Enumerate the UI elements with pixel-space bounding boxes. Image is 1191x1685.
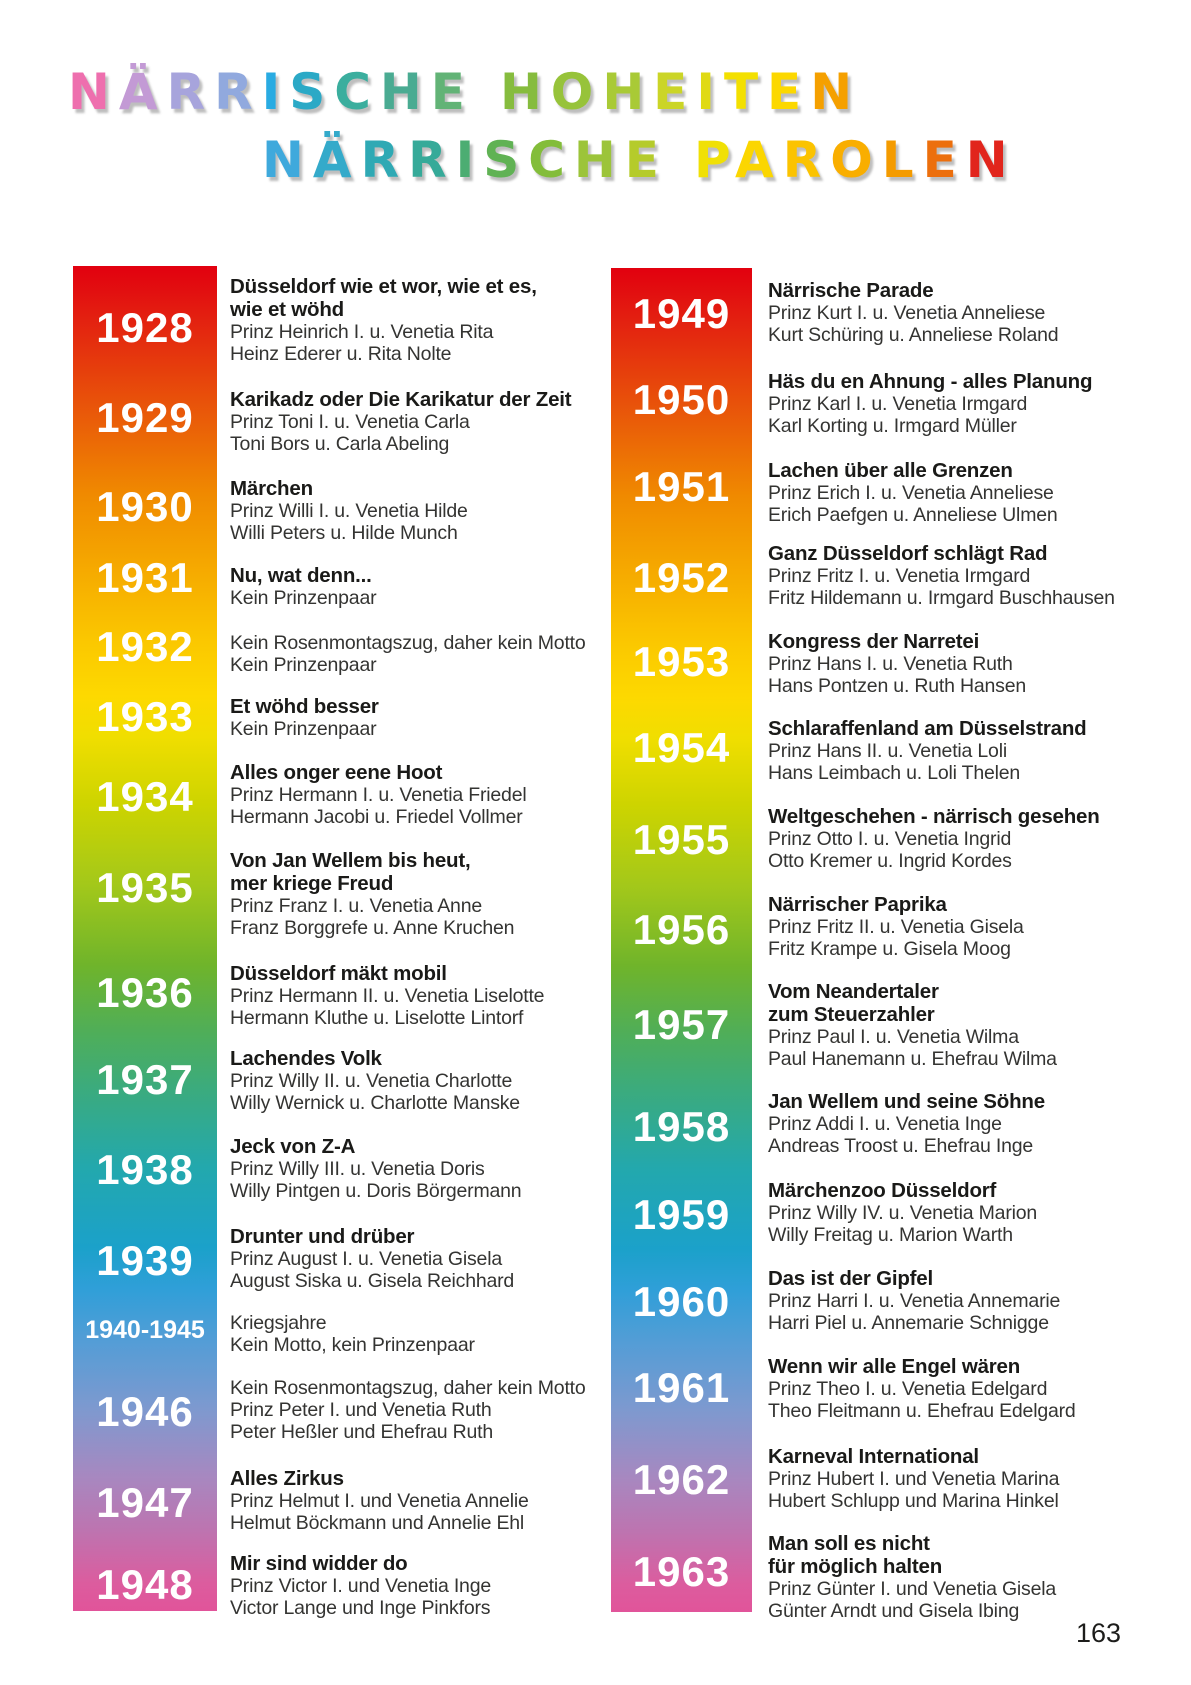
title-letter: Ä (118, 63, 167, 121)
year-label: 1933 (96, 693, 194, 740)
entry-text (768, 1355, 1076, 1422)
year-label: 1948 (96, 1561, 194, 1608)
entry-motto: Düsseldorf mäkt mobil (230, 962, 447, 985)
title-letter: L (881, 131, 923, 189)
entry-names: Theo Fleitmann u. Ehefrau Edelgard (768, 1400, 1076, 1422)
title-letter: S (483, 131, 529, 189)
year-label: 1952 (632, 554, 731, 601)
title-letter: E (922, 131, 966, 189)
entry-names: August Siska u. Gisela Reichhard (230, 1270, 515, 1292)
entry-motto: Jeck von Z-A (230, 1135, 356, 1158)
year-label: 1962 (632, 1456, 731, 1503)
title-space (668, 130, 694, 190)
title-letter: R (214, 63, 262, 121)
entry-motto: Wenn wir alle Engel wären (768, 1355, 1021, 1378)
entry-names: Kriegsjahre (230, 1312, 327, 1334)
entry-names: Prinz Peter I. und Venetia Ruth (230, 1399, 492, 1421)
timeline-column-2 (611, 268, 1131, 1622)
entry-names: Toni Bors u. Carla Abeling (230, 433, 450, 455)
entry-text (768, 717, 1087, 784)
entry-text (230, 275, 537, 365)
entry-names: Prinz Hans I. u. Venetia Ruth (768, 653, 1013, 675)
entry-names: Prinz Willy IV. u. Venetia Marion (768, 1202, 1038, 1224)
entry-text (768, 1267, 1060, 1334)
entry-names: Prinz Toni I. u. Venetia Carla (230, 411, 470, 433)
timeline-column-1 (73, 266, 586, 1619)
entry-names: Prinz Kurt I. u. Venetia Anneliese (768, 302, 1046, 324)
entry-motto: Närrische Parade (768, 279, 934, 302)
year-label: 1949 (632, 290, 731, 337)
entry-text (230, 477, 468, 544)
entry-names: Prinz Willy III. u. Venetia Doris (230, 1158, 485, 1180)
entry-names: Prinz Hermann II. u. Venetia Liselotte (230, 985, 545, 1007)
entry-motto: Düsseldorf wie et wor, wie et es, (230, 275, 537, 298)
entry-text (768, 459, 1058, 526)
title-letter: O (550, 63, 603, 121)
title-letter: H (499, 63, 551, 121)
entry-motto: Närrischer Paprika (768, 893, 947, 916)
entry-names: Prinz Paul I. u. Venetia Wilma (768, 1026, 1019, 1048)
entry-names: Prinz Fritz II. u. Venetia Gisela (768, 916, 1024, 938)
entry-names: Victor Lange und Inge Pinkfors (230, 1597, 491, 1619)
entry-text (230, 564, 376, 609)
year-label: 1947 (96, 1479, 194, 1526)
page-title-line1 (68, 62, 861, 122)
year-label: 1954 (632, 724, 731, 771)
title-letter: N (965, 131, 1017, 189)
entry-names: Willy Freitag u. Marion Warth (768, 1224, 1013, 1246)
title-letter: N (262, 131, 313, 189)
entry-names: Prinz August I. u. Venetia Gisela (230, 1248, 502, 1270)
entry-motto: Häs du en Ahnung - alles Planung (768, 370, 1093, 393)
entry-names: Kein Prinzenpaar (230, 654, 377, 676)
page-number: 163 (1076, 1618, 1122, 1648)
entry-names: Prinz Hermann I. u. Venetia Friedel (230, 784, 527, 806)
entry-names: Prinz Franz I. u. Venetia Anne (230, 895, 482, 917)
entry-names: Kein Rosenmontagszug, daher kein Motto (230, 632, 586, 654)
entry-names: Prinz Willi I. u. Venetia Hilde (230, 500, 468, 522)
title-letter: E (430, 63, 474, 121)
entry-text (768, 370, 1092, 437)
entry-names: Prinz Hans II. u. Venetia Loli (768, 740, 1007, 762)
title-letter: S (289, 63, 335, 121)
title-letter: T (723, 63, 768, 121)
year-label: 1957 (632, 1001, 731, 1048)
entry-motto: für möglich halten (768, 1555, 943, 1578)
entry-names: Karl Korting u. Irmgard Müller (768, 415, 1017, 437)
entry-names: Willi Peters u. Hilde Munch (230, 522, 458, 544)
title-letter: O (830, 131, 882, 189)
title-letter: Ä (312, 131, 361, 189)
entry-text (230, 1225, 514, 1292)
entry-names: Prinz Addi I. u. Venetia Inge (768, 1113, 1002, 1135)
year-label: 1955 (632, 816, 731, 863)
year-label: 1940-1945 (85, 1316, 205, 1344)
entry-names: Kein Motto, kein Prinzenpaar (230, 1334, 475, 1356)
year-label: 1929 (96, 394, 194, 441)
title-letter: R (166, 63, 215, 121)
entry-names: Prinz Theo I. u. Venetia Edelgard (768, 1378, 1048, 1400)
entry-text (768, 1532, 1056, 1622)
year-label: 1951 (632, 463, 731, 510)
entry-motto: Schlaraffenland am Düsselstrand (768, 717, 1087, 740)
entry-motto: Ganz Düsseldorf schlägt Rad (768, 542, 1048, 565)
entry-names: Peter Heßler und Ehefrau Ruth (230, 1421, 494, 1443)
year-label: 1935 (96, 864, 194, 911)
title-letter: E (653, 63, 697, 121)
year-label: 1958 (632, 1103, 731, 1150)
entry-motto: Von Jan Wellem bis heut, (230, 849, 471, 872)
entry-text (768, 805, 1100, 872)
entry-text (230, 388, 571, 455)
entry-names: Hans Leimbach u. Loli Thelen (768, 762, 1021, 784)
entry-motto: wie et wöhd (230, 298, 344, 321)
entry-names: Hermann Jacobi u. Friedel Vollmer (230, 806, 523, 828)
entry-text (768, 893, 1024, 960)
entry-names: Kein Prinzenpaar (230, 587, 377, 609)
entry-motto: Alles Zirkus (230, 1467, 344, 1490)
title-letter: N (68, 63, 119, 121)
entry-motto: Lachendes Volk (230, 1047, 382, 1070)
entry-names: Willy Wernick u. Charlotte Manske (230, 1092, 520, 1114)
entry-text (768, 279, 1058, 346)
year-label: 1961 (632, 1364, 731, 1411)
entry-names: Kein Rosenmontagszug, daher kein Motto (230, 1377, 586, 1399)
title-letter: E (767, 63, 811, 121)
title-letter: H (573, 131, 625, 189)
year-label: 1950 (632, 376, 731, 423)
entry-names: Hermann Kluthe u. Liselotte Lintorf (230, 1007, 524, 1029)
title-letter: R (360, 131, 409, 189)
entry-motto: Mir sind widder do (230, 1552, 408, 1575)
entry-motto: mer kriege Freud (230, 872, 394, 895)
year-label: 1934 (96, 773, 194, 820)
title-letter: H (602, 63, 654, 121)
entry-text (768, 542, 1115, 609)
title-letter: I (696, 63, 724, 121)
year-label: 1963 (632, 1548, 731, 1595)
entry-text (768, 980, 1057, 1070)
title-letter: E (624, 131, 668, 189)
year-label: 1939 (96, 1237, 194, 1284)
entry-text (230, 1552, 491, 1619)
year-label: 1931 (96, 554, 194, 601)
entry-names: Helmut Böckmann und Annelie Ehl (230, 1512, 525, 1534)
entry-names: Prinz Victor I. und Venetia Inge (230, 1575, 491, 1597)
entry-motto: Karikadz oder Die Karikatur der Zeit (230, 388, 572, 411)
entry-names: Fritz Krampe u. Gisela Moog (768, 938, 1011, 960)
entry-names: Paul Hanemann u. Ehefrau Wilma (768, 1048, 1057, 1070)
entry-names: Prinz Fritz I. u. Venetia Irmgard (768, 565, 1031, 587)
entry-names: Prinz Helmut I. und Venetia Annelie (230, 1490, 529, 1512)
entry-names: Willy Pintgen u. Doris Börgermann (230, 1180, 522, 1202)
entry-text (230, 1377, 586, 1443)
entry-names: Kurt Schüring u. Anneliese Roland (768, 324, 1059, 346)
entry-motto: Drunter und drüber (230, 1225, 415, 1248)
entry-motto: Märchenzoo Düsseldorf (768, 1179, 997, 1202)
year-label: 1930 (96, 483, 194, 530)
entry-motto: Märchen (230, 477, 313, 500)
year-label: 1928 (96, 304, 194, 351)
entry-text (768, 1090, 1045, 1157)
entry-names: Otto Kremer u. Ingrid Kordes (768, 850, 1012, 872)
entry-motto: Weltgeschehen - närrisch gesehen (768, 805, 1100, 828)
entry-text (768, 1179, 1037, 1246)
entry-names: Günter Arndt und Gisela Ibing (768, 1600, 1020, 1622)
entry-motto: Jan Wellem und seine Söhne (768, 1090, 1045, 1113)
year-label: 1953 (632, 638, 731, 685)
entry-names: Kein Prinzenpaar (230, 718, 377, 740)
year-label: 1937 (96, 1056, 194, 1103)
year-label: 1936 (96, 969, 194, 1016)
entry-names: Prinz Heinrich I. u. Venetia Rita (230, 321, 494, 343)
page-title-line2 (262, 130, 1017, 190)
entry-motto: Man soll es nicht (768, 1532, 930, 1555)
title-space (474, 62, 500, 122)
entry-text (230, 962, 544, 1029)
entry-names: Andreas Troost u. Ehefrau Inge (768, 1135, 1034, 1157)
entry-names: Erich Paefgen u. Anneliese Ulmen (768, 504, 1058, 526)
title-letter: C (528, 131, 574, 189)
title-letter: N (810, 63, 862, 121)
entry-text (768, 630, 1026, 697)
entry-text (230, 695, 379, 740)
entry-names: Prinz Karl I. u. Venetia Irmgard (768, 393, 1028, 415)
entry-text (230, 1047, 520, 1114)
entry-names: Hans Pontzen u. Ruth Hansen (768, 675, 1027, 697)
year-label: 1959 (632, 1191, 731, 1238)
title-letter: P (693, 131, 735, 189)
entry-text (230, 1467, 529, 1534)
entry-motto: Karneval International (768, 1445, 979, 1468)
entry-names: Prinz Erich I. u. Venetia Anneliese (768, 482, 1054, 504)
entry-names: Harri Piel u. Annemarie Schnigge (768, 1312, 1049, 1334)
entry-text (230, 1312, 475, 1356)
entry-motto: zum Steuerzahler (768, 1003, 935, 1026)
entry-motto: Alles onger eene Hoot (230, 761, 443, 784)
entry-motto: Lachen über alle Grenzen (768, 459, 1013, 482)
entry-text (230, 632, 586, 676)
title-letter: A (735, 131, 783, 189)
entry-names: Prinz Willy II. u. Venetia Charlotte (230, 1070, 513, 1092)
year-label: 1960 (632, 1278, 731, 1325)
entry-motto: Et wöhd besser (230, 695, 379, 718)
entry-names: Prinz Harri I. u. Venetia Annemarie (768, 1290, 1061, 1312)
title-letter: R (408, 131, 456, 189)
title-letter: I (455, 131, 484, 189)
year-label: 1956 (632, 906, 731, 953)
entry-text (230, 1135, 521, 1202)
entry-names: Heinz Ederer u. Rita Nolte (230, 343, 452, 365)
entry-motto: Nu, wat denn... (230, 564, 372, 587)
year-label: 1938 (96, 1146, 194, 1193)
entry-names: Prinz Günter I. und Venetia Gisela (768, 1578, 1057, 1600)
entry-names: Hubert Schlupp und Marina Hinkel (768, 1490, 1059, 1512)
entry-names: Franz Borggrefe u. Anne Kruchen (230, 917, 515, 939)
year-label: 1932 (96, 623, 194, 670)
entry-names: Fritz Hildemann u. Irmgard Buschhausen (768, 587, 1115, 609)
title-letter: I (261, 63, 290, 121)
title-letter: H (379, 63, 431, 121)
entry-motto: Kongress der Narretei (768, 630, 980, 653)
entry-names: Prinz Hubert I. und Venetia Marina (768, 1468, 1060, 1490)
entry-text (768, 1445, 1059, 1512)
entry-motto: Das ist der Gipfel (768, 1267, 934, 1290)
entry-text (230, 761, 526, 828)
entry-names: Prinz Otto I. u. Venetia Ingrid (768, 828, 1012, 850)
entry-text (230, 849, 514, 939)
entry-motto: Vom Neandertaler (768, 980, 939, 1003)
year-label: 1946 (96, 1388, 194, 1435)
title-letter: R (782, 131, 831, 189)
title-letter: C (334, 63, 380, 121)
